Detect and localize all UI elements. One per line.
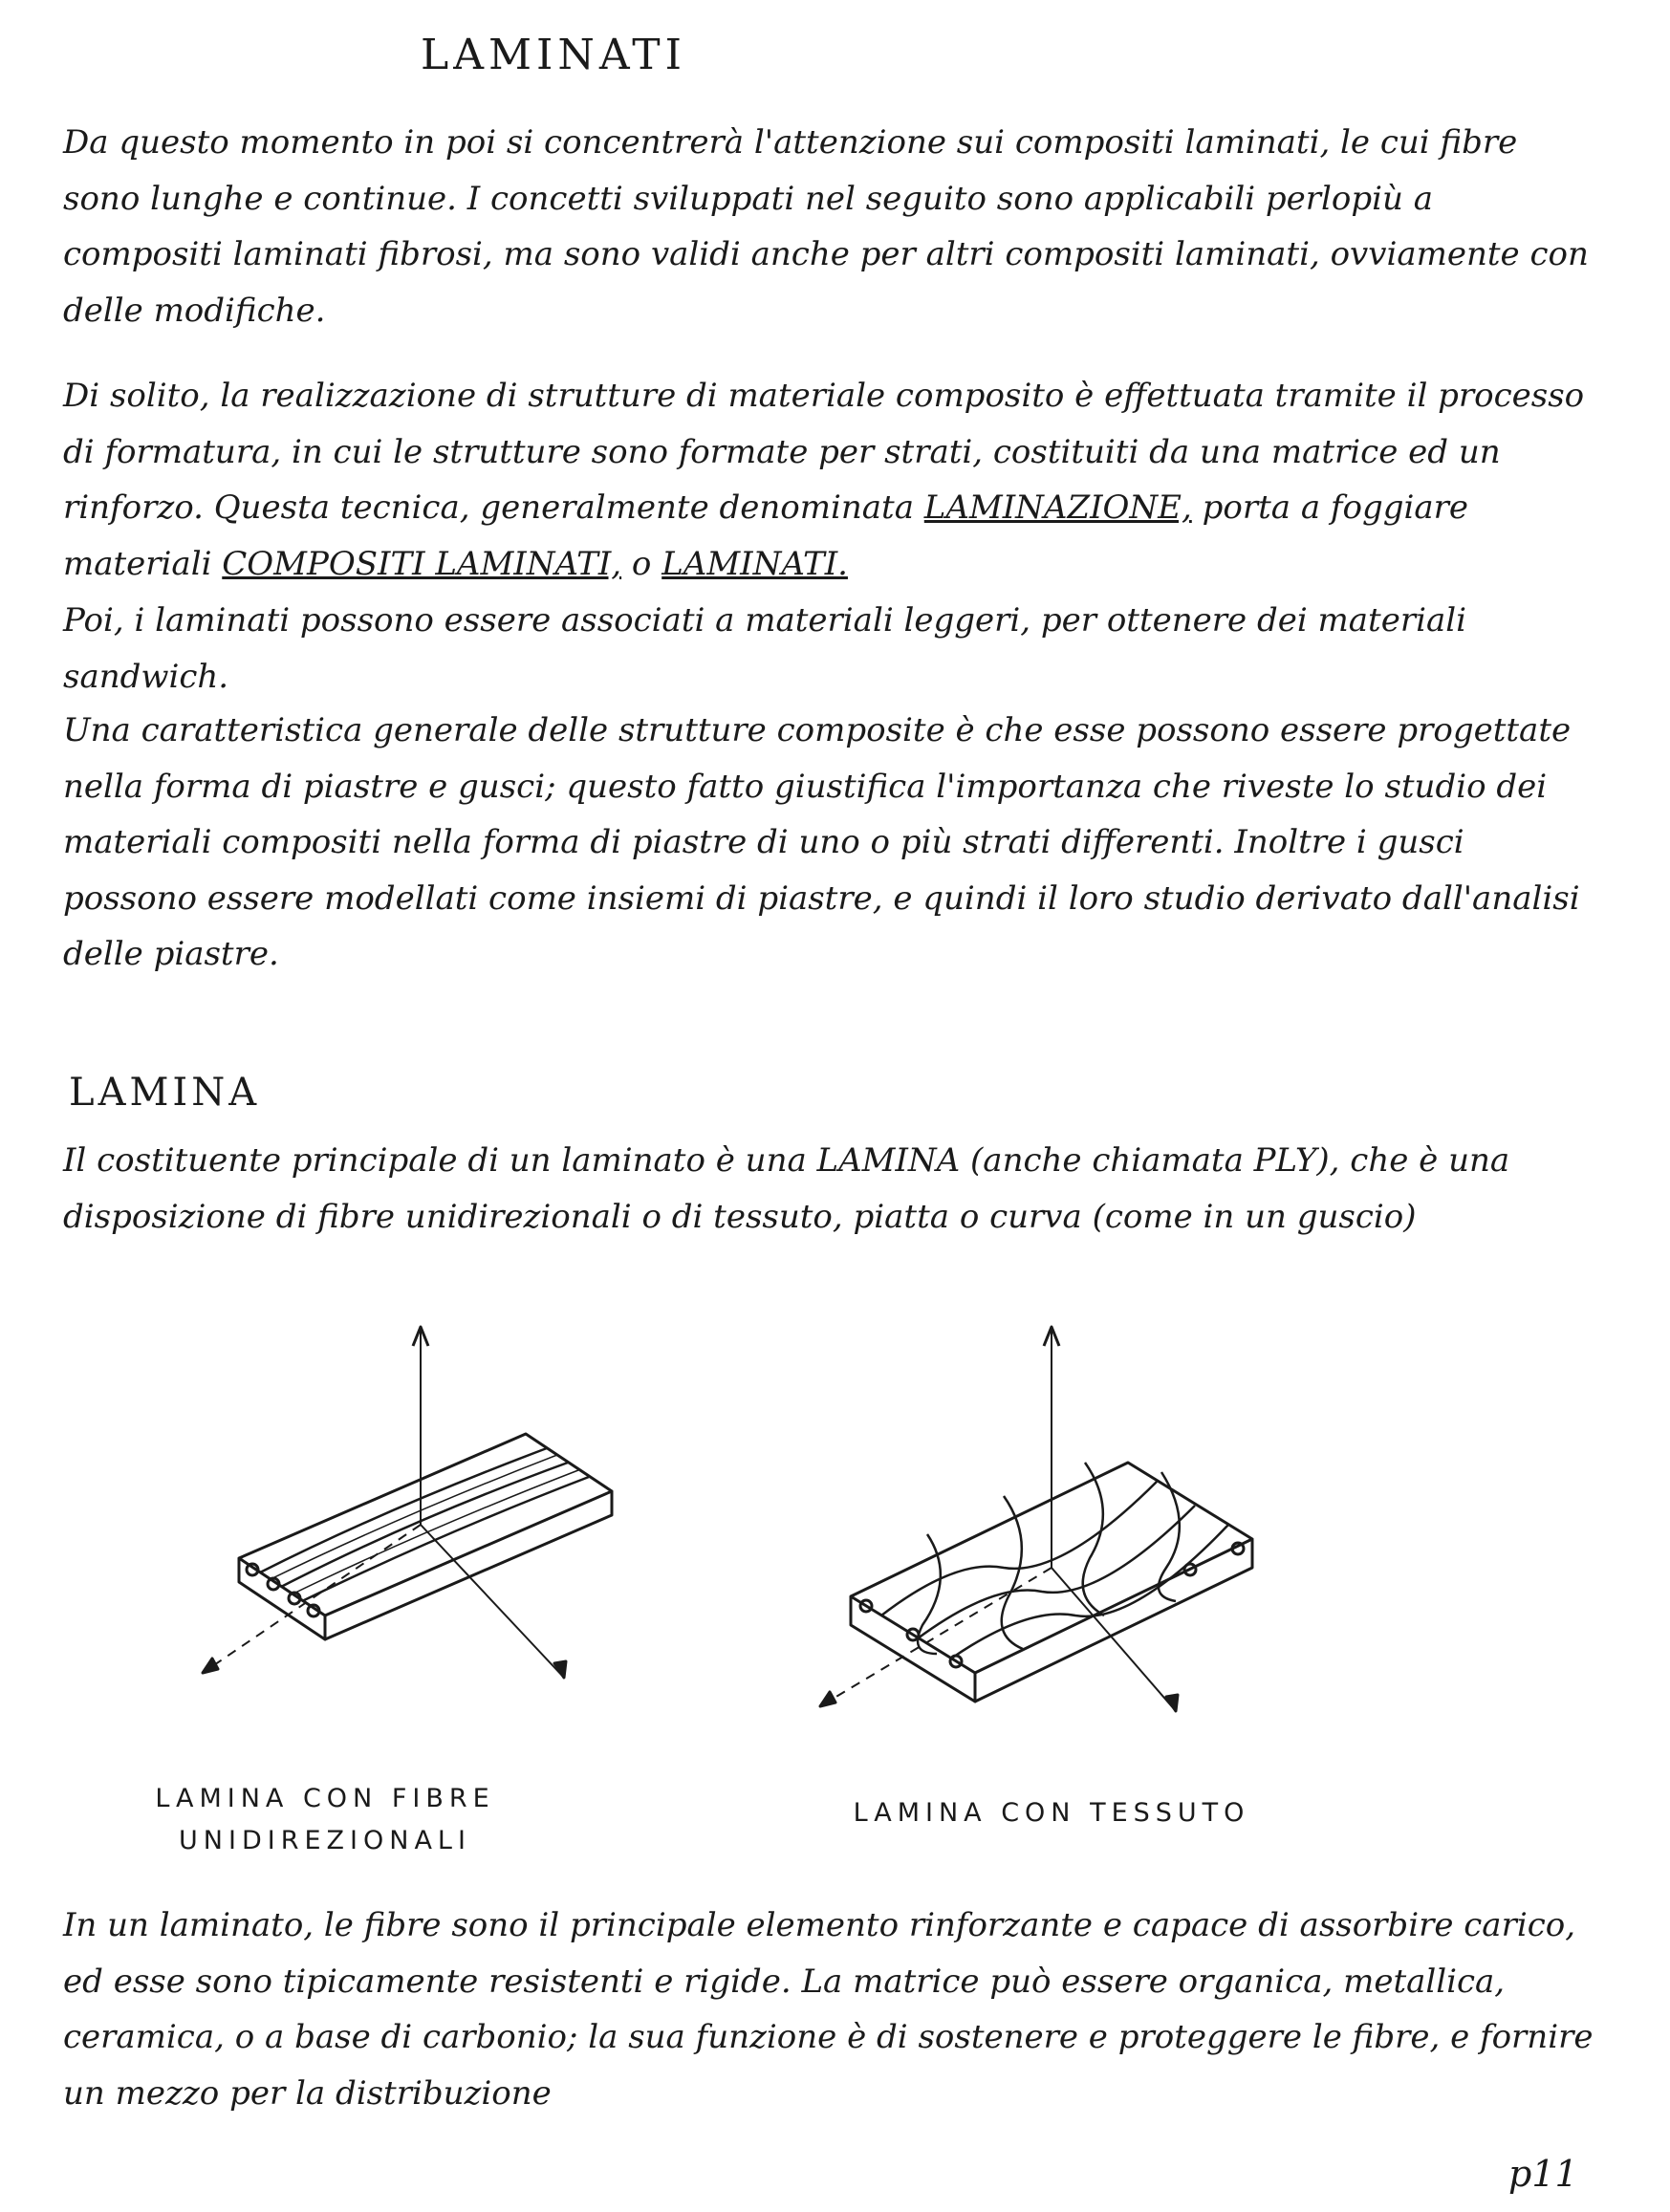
figure-unidirectional — [191, 1319, 631, 1724]
caption-unidirectional — [115, 1778, 535, 1862]
intro-paragraph-3: Poi, i laminati possono essere associati a materiali leggeri, per ottenere dei materiali sandwich. — [63, 601, 1466, 696]
term-laminazione: LAMINAZIONE, — [923, 488, 1192, 527]
figure-woven — [813, 1319, 1271, 1763]
closing-paragraph: In un laminato, le fibre sono il principale elemento rinforzante e capace di assorbire carico, ed esse sono tipicamente resistenti e rigide. La matrice può essere organica, metallica, ceramica, o a base di carbonio; la sua funzione è di sostenere e proteggere le fibre, e fornire un mezzo per la distribuzione — [63, 1906, 1594, 2113]
caption-woven: LAMINA CON TESSUTO — [853, 1798, 1250, 1828]
page-number: p11 — [1508, 2153, 1578, 2195]
caption-unidirectional-line1: LAMINA CON FIBRE — [155, 1784, 495, 1813]
lamina-paragraph: Il costituente principale di un laminato è una LAMINA (anche chiamata PLY), che è una disposizione di fibre unidirezionali o di tessuto, piatta o curva (come in un guscio) — [63, 1141, 1510, 1236]
term-laminati: LAMINATI. — [661, 544, 848, 583]
intro-paragraph-2 — [63, 368, 1602, 592]
intro-paragraph-1: Da questo momento in poi si concentrerà l'attenzione sui compositi laminati, le cui fibre sono lunghe e continue. I concetti sviluppati nel seguito sono applicabili perlopiù a compositi laminati fibrosi, ma sono validi anche per altri compositi laminati, ovviamente con delle modifiche. — [63, 123, 1589, 330]
unidirectional-lamina-drawing — [191, 1319, 631, 1721]
woven-lamina-drawing — [813, 1319, 1271, 1759]
caption-unidirectional-line2: UNIDIREZIONALI — [179, 1826, 471, 1855]
p2-text-a: Di solito, la realizzazione di strutture di materiale composito è effettuata tramite il processo di formatura, in cui le strutture sono formate per strati, costituiti da una matrice ed un rinforzo. Questa tecnica, generalmente denominata — [63, 377, 1585, 527]
p2-text-c: o — [631, 544, 652, 583]
page-title: LAMINATI — [421, 31, 687, 79]
intro-paragraph-4: Una caratteristica generale delle strutture composite è che esse possono essere progettate nella forma di piastre e gusci; questo fatto giustifica l'importanza che riveste lo studio dei materiali compositi nella forma di piastre di uno o più strati differenti. Inoltre i gusci possono essere modellati come insiemi di piastre, e quindi il loro studio derivato dall'analisi delle piastre. — [63, 711, 1580, 973]
lamina-heading: LAMINA — [69, 1071, 261, 1115]
p2-text-b: porta a foggiare materiali — [63, 488, 1469, 583]
term-compositi-laminati: COMPOSITI LAMINATI, — [222, 544, 622, 583]
